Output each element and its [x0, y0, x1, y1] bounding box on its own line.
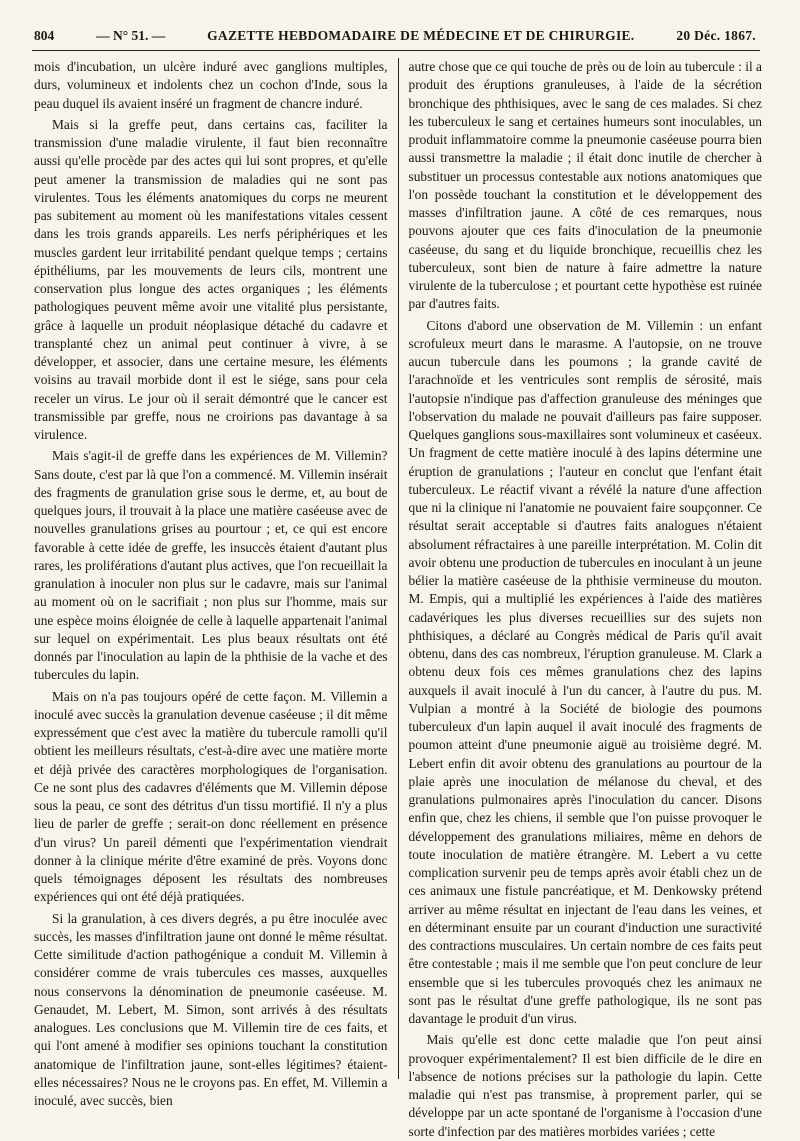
running-head: [34, 28, 756, 48]
page-number: 804: [34, 28, 55, 43]
paragraph: Si la granulation, à ces divers degrés, a pu être inoculée avec succès, les masses d'infiltration jaune ont donné le même résultat. Cette similitude d'action pathogénique a conduit M. Villemin à considérer comme de vrais tubercules ces masses, auxquelles nous conservons la dénomination de pneumonie caséeuse. M. Genaudet, M. Lebert, M. Simon, sont arrivés à des résultats analogues. Les conclusions que M. Villemin tire de ces faits, et qui l'ont amené à modifier ses opinions touchant la constitution anatomique de l'infiltration jaune, sont-elles légitimes? étaient-elles nécessaires? Nous ne le croyons pas. En effet, M. Villemin a inoculé, avec succès, bien: [34, 910, 388, 1108]
paragraph: Mais qu'elle est donc cette maladie que l'on peut ainsi provoquer expérimentalement? Il est bien difficile de le dire en l'absence de notions précises sur la pathologie du lapin. Cette maladie qui n'est pas transmise, à proprement parler, qui se développe par un acte spontané de l'organisme à l'occasion d'une sorte d'infection par des matières morbides variées ; cette: [408, 1032, 762, 1139]
left-column: [34, 58, 394, 1108]
issue-number: — N° 51. —: [96, 28, 166, 43]
issue-date: 20 Déc. 1867.: [676, 28, 756, 43]
journal-title: GAZETTE HEBDOMADAIRE DE MÉDECINE ET DE CHIRURGIE.: [207, 28, 635, 43]
paragraph: Mais on n'a pas toujours opéré de cette façon. M. Villemin a inoculé avec succès la granulation devenue caséeuse ; il dit même expressément que c'est avec la matière du tubercule ramolli qu'il obtient les meilleurs résultats, c'est-à-dire avec une matière morte et déjà privée des caractères morphologiques de l'organisation. Ce ne sont plus des cadavres d'éléments que M. Villemin dépose sous la peau, ce sont des détritus d'un tissu mortifié. Il n'y a plus lieu de parler de greffe ; serait-on donc réellement en présence d'un virus? Un pareil démenti que l'expérimentation viendrait donner à la clinique mérite d'être examiné de près. Voyons donc quels témoignages déposent les résultats des nombreuses expériences qui ont été déjà pratiquées.: [34, 688, 388, 905]
column-divider: [398, 58, 399, 1079]
text-columns: [34, 58, 762, 1139]
paragraph: Citons d'abord une observation de M. Villemin : un enfant scrofuleux meurt dans le marasme. A l'autopsie, on ne trouve aucun tubercule dans les poumons ; la grande cavité de l'arachnoïde et les ventricules sont remplis de sérosité, mais l'autopsie n'indique pas d'affection granuleuse des méninges que l'observation du malade ne pouvait d'ailleurs pas faire supposer. Quelques ganglions sous-maxillaires sont volumineux et caséeux. Un fragment de cette matière inoculé à des lapins détermine une éruption de granulations ; l'auteur en conclut que l'enfant était tuberculeux. Le réactif vivant a révélé la nature d'une affection que ni la clinique ni l'anatomie ne pouvaient faire soupçonner. Ce résultat serait acceptable si d'autres faits analogues n'étaient absolument réfractaires à une pareille interprétation. M. Colin dit avoir obtenu une production de tubercules en inoculant à un jeune bélier la matière caséeuse de la phthisie vermineuse du mouton. M. Empis, qui a multiplié les expériences à l'aide des matières cadavériques les plus diverses recueillies sur des sujets non phthisiques, a déclaré au Congrès médical de Paris qu'il avait obtenu, dans des cas nombreux, l'éruption granuleuse. M. Clark a obtenu deux fois ces mêmes granulations chez des lapins auxquels il avait inoculé à l'un du cancer, à l'autre du pus. M. Vulpian a montré à la Société de biologie des poumons tuberculeux d'un lapin auquel il avait inoculé des fragments de poumon atteint d'une pneumonie aiguë au troisième degré. M. Lebert enfin dit avoir obtenu des granulations au pourtour de la plaie après une inoculation de mélanose du cheval, et des granulations pulmonaires après l'inoculation du cancer. Disons enfin que, chez les chiens, il semble que l'on puisse provoquer le développement des granulations miliaires, même en dehors de toute inoculation de matière étrangère. M. Lebert a vu cette complication survenir peu de temps après avoir établi chez un de ces animaux une fistule pancréatique, et M. Denkowsky prétend arriver au même résultat en injectant de l'eau dans les veines, et en déterminant ensuite par un courant d'induction une suractivité des contractions musculaires. Un certain nombre de ces faits peut être contestable ; mais il me semble que l'on peut conclure de leur ensemble que si les tubercules provoqués chez les animaux ne sont pas le résultat d'une greffe pathologique, ils ne sont pas davantage le produit d'un virus.: [408, 317, 762, 1026]
header-rule: [32, 50, 760, 51]
right-column: [403, 58, 763, 1139]
paragraph: Mais si la greffe peut, dans certains cas, faciliter la transmission d'une maladie virulente, il faut bien reconnaître aussi qu'elle procède par des actes qui lui sont propres, et qu'elle peut amener la transmission de maladies qui ne sont pas virulentes. Tous les éléments anatomiques du corps ne meurent pas subitement au moment où les manifestations vitales cessent dans les trois grands appareils. Les nerfs périphériques et les muscles gardent leur irritabilité pendant quelque temps ; certains épithéliums, par les mouvements de leurs cils, montrent une conservation plus longue des actes organiques ; les éléments pathologiques peuvent même avoir une vitalité plus persistante, grâce à laquelle un produit néoplasique détaché du cadavre et transplanté chez un animal peut continuer à vivre, à se développer, et associer, dans une certaine mesure, les éléments voisins au travail morbide dont il est le siége, sans pour cela receler un virus. Le jour où il serait démontré que le cancer est transmissible par greffe, nous ne croirions pas davantage à sa virulence.: [34, 116, 388, 442]
paragraph: mois d'incubation, un ulcère induré avec ganglions multiples, durs, volumineux et indolents chez un cochon d'Inde, sous la peau duquel ils avaient inséré un fragment de chancre induré.: [34, 59, 388, 111]
paragraph: Mais s'agit-il de greffe dans les expériences de M. Villemin? Sans doute, c'est par là que l'on a commencé. M. Villemin insérait des fragments de granulation grise sous le derme, et, au bout de quelques jours, il trouvait à la place une matière caséeuse avec de nouvelles granulations grises au pourtour ; et, ce qui est encore favorable à cette idée de greffe, les insuccès étaient d'autant plus rares, les proliférations d'autant plus actives, que l'on recueillait la granulation à inoculer non plus sur le cadavre, mais sur l'animal au moment où on le sacrifiait ; non plus sur l'homme, mais sur une espèce moins éloignée de celle à laquelle appartenait l'animal sur lequel on expérimentait. Les plus beaux résultats ont été donnés par l'inoculation au lapin de la phthisie de la vache et des tubercules du lapin.: [34, 448, 388, 683]
paragraph: autre chose que ce qui touche de près ou de loin au tubercule : il a produit des éruptions granuleuses, à l'aide de la sécrétion bronchique des phthisiques, avec le sang de ces malades. Si chez les tuberculeux le sang et certaines humeurs sont inoculables, un produit inflammatoire comme la pneumonie caséeuse pourra bien aussi transmettre la maladie ; il était donc inutile de chercher à substituer un processus contestable aux notions anatomiques que l'on possède touchant la constitution et le développement des masses d'infiltration jaune. A côté de ces remarques, nous pouvons ajouter que ces faits d'inoculation de la pneumonie caséeuse, du sang et du liquide bronchique, recueillis chez les tuberculeux, sont bien de nature à faire admettre la nature virulente de la tuberculose ; et pourtant cette hypothèse est ruinée par d'autres faits.: [408, 59, 762, 312]
